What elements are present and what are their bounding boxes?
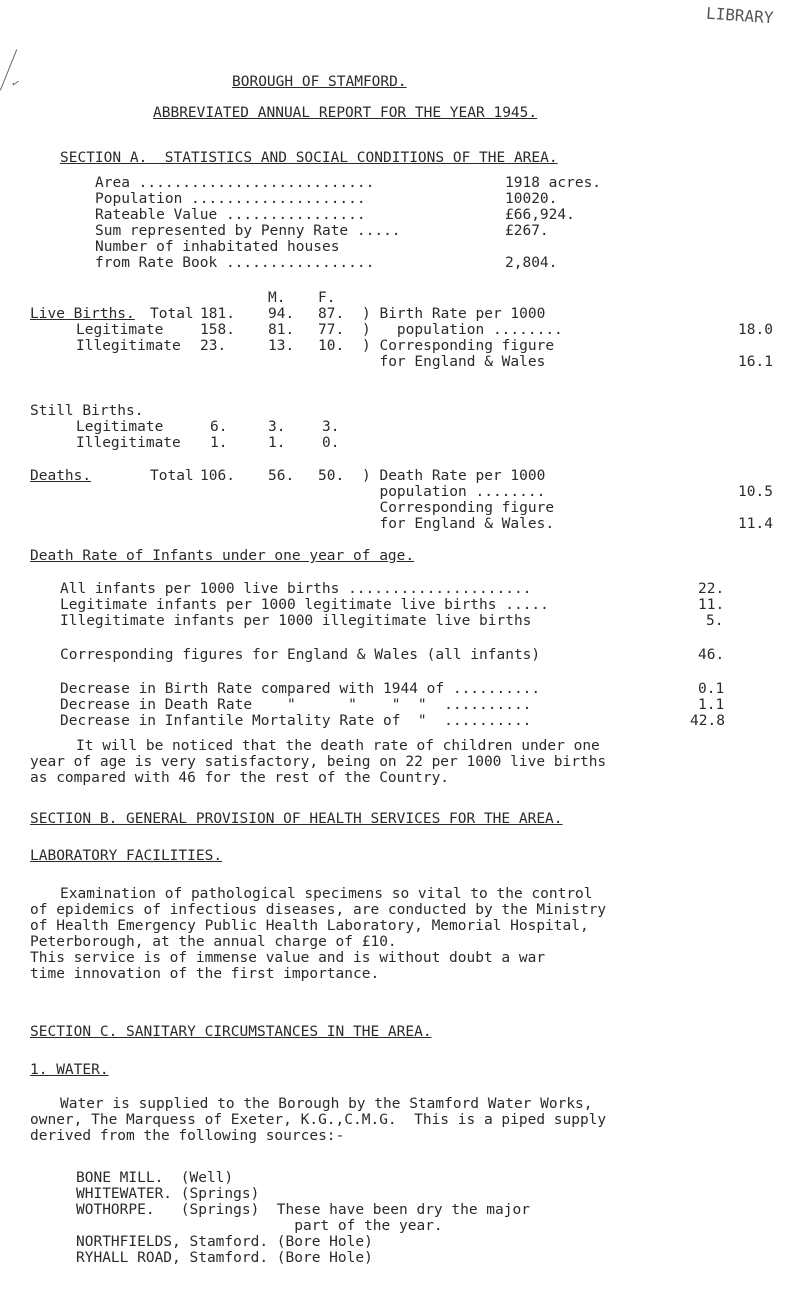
paragraph-line: This service is of immense value and is without doubt a war <box>30 950 546 966</box>
infant-rate-value: 22. <box>698 581 725 597</box>
row-total: 106. <box>200 468 235 484</box>
infant-rate-label: Illegitimate infants per 1000 illegitimate live births <box>60 613 532 629</box>
paragraph-line: owner, The Marquess of Exeter, K.G.,C.M.G. This is a piped supply <box>30 1112 607 1128</box>
laboratory-heading: LABORATORY FACILITIES. <box>30 848 223 864</box>
paragraph-line: of epidemics of infectious diseases, are conducted by the Ministry <box>30 902 607 918</box>
infant-rate-label: Legitimate infants per 1000 legitimate live births ..... <box>60 597 549 613</box>
stat-label: Sum represented by Penny Rate ..... <box>95 223 401 239</box>
row-m: 13. <box>268 338 295 354</box>
row-f: 87. <box>318 306 345 322</box>
stat-label: Population .................... <box>95 191 366 207</box>
water-source: part of the year. <box>76 1218 443 1234</box>
decrease-label: Decrease in Birth Rate compared with 1944 of .......... <box>60 681 541 697</box>
notice-line: as compared with 46 for the rest of the Country. <box>30 770 450 786</box>
decrease-value: 0.1 <box>698 681 725 697</box>
birth-rate-note: ) Birth Rate per 1000 <box>362 306 546 322</box>
infant-rate-value: 11. <box>698 597 725 613</box>
stat-label: from Rate Book ................. <box>95 255 375 271</box>
stat-label: Area ........................... <box>95 175 375 191</box>
section-a-heading: SECTION A. STATISTICS AND SOCIAL CONDITIONS OF THE AREA. <box>60 150 558 166</box>
death-rate-note: population ........ <box>362 484 546 500</box>
notice-line: It will be noticed that the death rate of children under one <box>76 738 600 754</box>
decrease-value: 1.1 <box>698 697 725 713</box>
death-rate-note: Corresponding figure <box>362 500 555 516</box>
corresponding-label: Corresponding figures for England & Wales (all infants) <box>60 647 541 663</box>
decrease-label: Decrease in Death Rate " " " " .......... <box>60 697 532 713</box>
row-label: Total <box>150 468 194 484</box>
decrease-value: 42.8 <box>690 713 725 729</box>
row-label: Illegitimate <box>76 435 181 451</box>
stat-label: Number of inhabitated houses <box>95 239 340 255</box>
death-rate-value: 10.5 <box>738 484 773 500</box>
birth-rate-note: ) population ........ <box>362 322 563 338</box>
notice-line: year of age is very satisfactory, being on 22 per 1000 live births <box>30 754 607 770</box>
report-title: ABBREVIATED ANNUAL REPORT FOR THE YEAR 1945. <box>153 105 538 121</box>
paragraph-line: Water is supplied to the Borough by the Stamford Water Works, <box>60 1096 593 1112</box>
pencil-tick: ✓ <box>10 75 22 91</box>
section-c-heading: SECTION C. SANITARY CIRCUMSTANCES IN THE AREA. <box>30 1024 432 1040</box>
paragraph-line: time innovation of the first importance. <box>30 966 380 982</box>
birth-rate-note: for England & Wales <box>362 354 546 370</box>
row-m: 81. <box>268 322 295 338</box>
water-source: RYHALL ROAD, Stamford. (Bore Hole) <box>76 1250 373 1266</box>
col-m-header: M. <box>268 290 286 306</box>
row-f: 0. <box>322 435 340 451</box>
paragraph-line: of Health Emergency Public Health Laboratory, Memorial Hospital, <box>30 918 589 934</box>
row-f: 50. <box>318 468 345 484</box>
still-births-heading: Still Births. <box>30 403 144 419</box>
stat-label: Rateable Value ................ <box>95 207 366 223</box>
row-f: 3. <box>322 419 340 435</box>
england-death-rate-value: 11.4 <box>738 516 773 532</box>
row-f: 10. <box>318 338 345 354</box>
section-b-heading: SECTION B. GENERAL PROVISION OF HEALTH SERVICES FOR THE AREA. <box>30 811 563 827</box>
stat-value: 2,804. <box>505 255 558 271</box>
england-birth-rate-value: 16.1 <box>738 354 773 370</box>
decrease-label: Decrease in Infantile Mortality Rate of " .......... <box>60 713 532 729</box>
row-total: 181. <box>200 306 235 322</box>
row-total: 158. <box>200 322 235 338</box>
row-total: 6. <box>210 419 228 435</box>
row-label: Total <box>150 306 194 322</box>
row-m: 1. <box>268 435 286 451</box>
infant-heading: Death Rate of Infants under one year of age. <box>30 548 415 564</box>
paragraph-line: Examination of pathological specimens so vital to the control <box>60 886 593 902</box>
row-m: 56. <box>268 468 295 484</box>
row-f: 77. <box>318 322 345 338</box>
stat-value: £66,924. <box>505 207 575 223</box>
row-total: 23. <box>200 338 227 354</box>
row-label: Legitimate <box>76 322 164 338</box>
paragraph-line: derived from the following sources:- <box>30 1128 345 1144</box>
row-m: 94. <box>268 306 295 322</box>
stat-value: 10020. <box>505 191 558 207</box>
water-source: WHITEWATER. (Springs) <box>76 1186 260 1202</box>
corresponding-value: 46. <box>698 647 725 663</box>
death-rate-note: for England & Wales. <box>362 516 555 532</box>
borough-title: BOROUGH OF STAMFORD. <box>232 74 407 90</box>
water-source: WOTHORPE. (Springs) These have been dry the major <box>76 1202 530 1218</box>
row-label: Legitimate <box>76 419 164 435</box>
death-rate-note: ) Death Rate per 1000 <box>362 468 546 484</box>
water-heading: 1. WATER. <box>30 1062 109 1078</box>
paragraph-line: Peterborough, at the annual charge of £10. <box>30 934 397 950</box>
infant-rate-label: All infants per 1000 live births ..................... <box>60 581 532 597</box>
water-source: NORTHFIELDS, Stamford. (Bore Hole) <box>76 1234 373 1250</box>
row-m: 3. <box>268 419 286 435</box>
deaths-heading: Deaths. <box>30 468 92 484</box>
col-f-header: F. <box>318 290 336 306</box>
stat-value: 1918 acres. <box>505 175 602 191</box>
row-label: Illegitimate <box>76 338 181 354</box>
water-source: BONE MILL. (Well) <box>76 1170 234 1186</box>
row-total: 1. <box>210 435 228 451</box>
stat-value: £267. <box>505 223 549 239</box>
library-stamp: LIBRARY <box>705 3 775 28</box>
birth-rate-note: ) Corresponding figure <box>362 338 555 354</box>
live-births-heading: Live Births. <box>30 306 135 322</box>
birth-rate-value: 18.0 <box>738 322 773 338</box>
infant-rate-value: 5. <box>706 613 724 629</box>
